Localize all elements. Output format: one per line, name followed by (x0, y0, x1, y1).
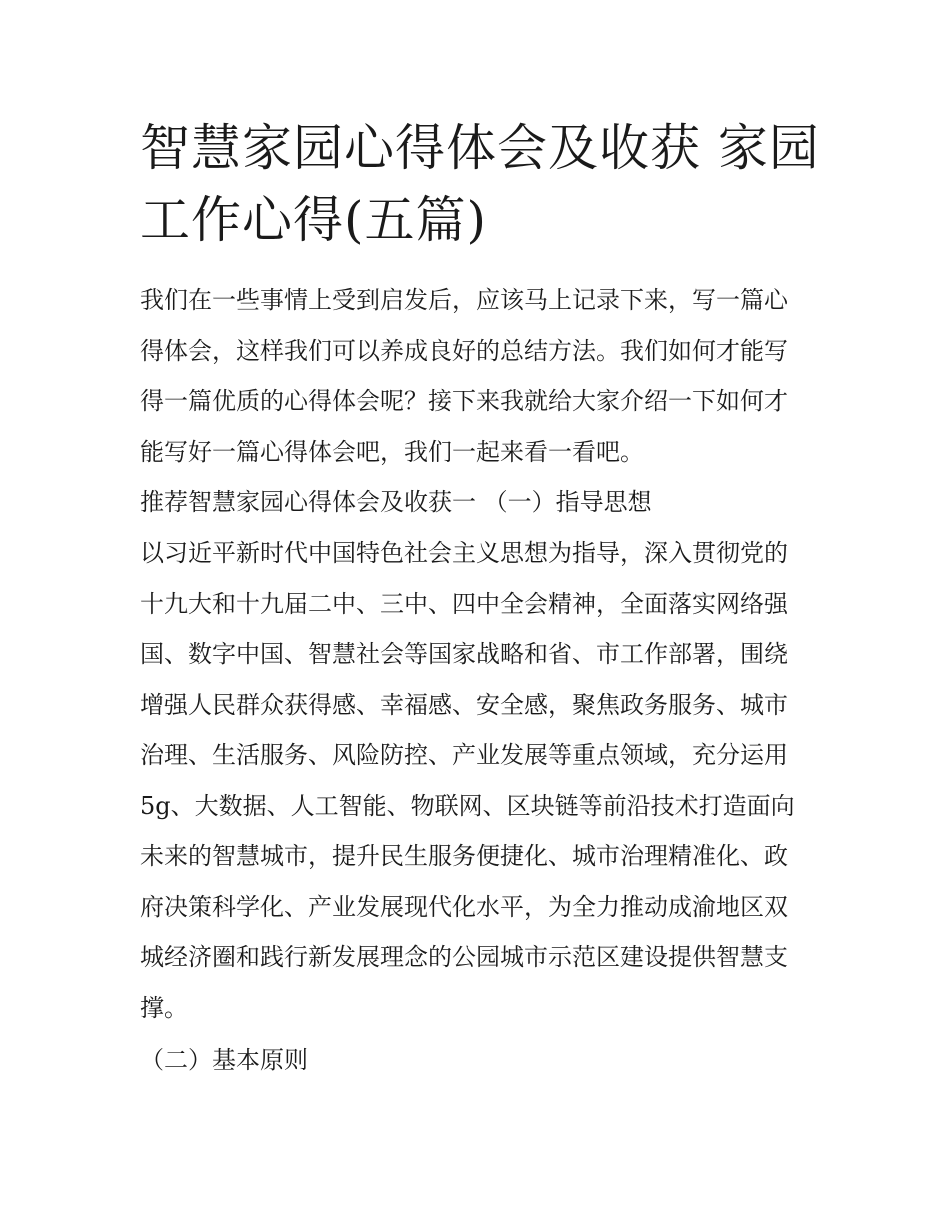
paragraph-line: 我们在一些事情上受到启发后，应该马上记录下来，写一篇心 (140, 286, 788, 314)
paragraph-line: 十九大和十九届二中、三中、四中全会精神，全面落实网络强 (140, 589, 788, 618)
paragraph-line: 以习近平新时代中国特色社会主义思想为指导，深入贯彻党的 (140, 539, 788, 567)
paragraph-line: 城经济圈和践行新发展理念的公园城市示范区建设提供智慧支 (140, 943, 788, 971)
paragraph-line: 未来的智慧城市，提升民生服务便捷化、城市治理精准化、政 (140, 842, 788, 870)
paragraph-line: 国、数字中国、智慧社会等国家战略和省、市工作部署，围绕 (140, 640, 788, 668)
document-title (140, 112, 820, 256)
title-line: 智慧家园心得体会及收获 家园 (140, 119, 820, 177)
paragraph-line: 府决策科学化、产业发展现代化水平，为全力推动成渝地区双 (140, 892, 788, 921)
paragraph-line: 治理、生活服务、风险防控、产业发展等重点领域，充分运用 (140, 741, 788, 769)
paragraph-line: 5g、大数据、人工智能、物联网、区块链等前沿技术打造面向 (140, 791, 795, 820)
title-line: 工作心得(五篇) (140, 191, 488, 249)
heading-text: 推荐智慧家园心得体会及收获一 （一）指导思想 (140, 488, 652, 516)
paragraph-line: 撑。 (140, 993, 188, 1022)
paragraph-line: 得体会，这样我们可以养成良好的总结方法。我们如何才能写 (140, 336, 788, 365)
paragraph-line: 能写好一篇心得体会吧，我们一起来看一看吧。 (140, 437, 644, 466)
intro-paragraph (140, 275, 820, 477)
heading-text: （二）基本原则 (140, 1046, 308, 1074)
section-heading-basic-principles (140, 1035, 820, 1085)
section-heading-guiding-thought (140, 477, 820, 527)
guiding-thought-paragraph (140, 528, 820, 1033)
paragraph-line: 增强人民群众获得感、幸福感、安全感，聚焦政务服务、城市 (140, 690, 788, 719)
paragraph-line: 得一篇优质的心得体会呢？接下来我就给大家介绍一下如何才 (140, 387, 788, 415)
